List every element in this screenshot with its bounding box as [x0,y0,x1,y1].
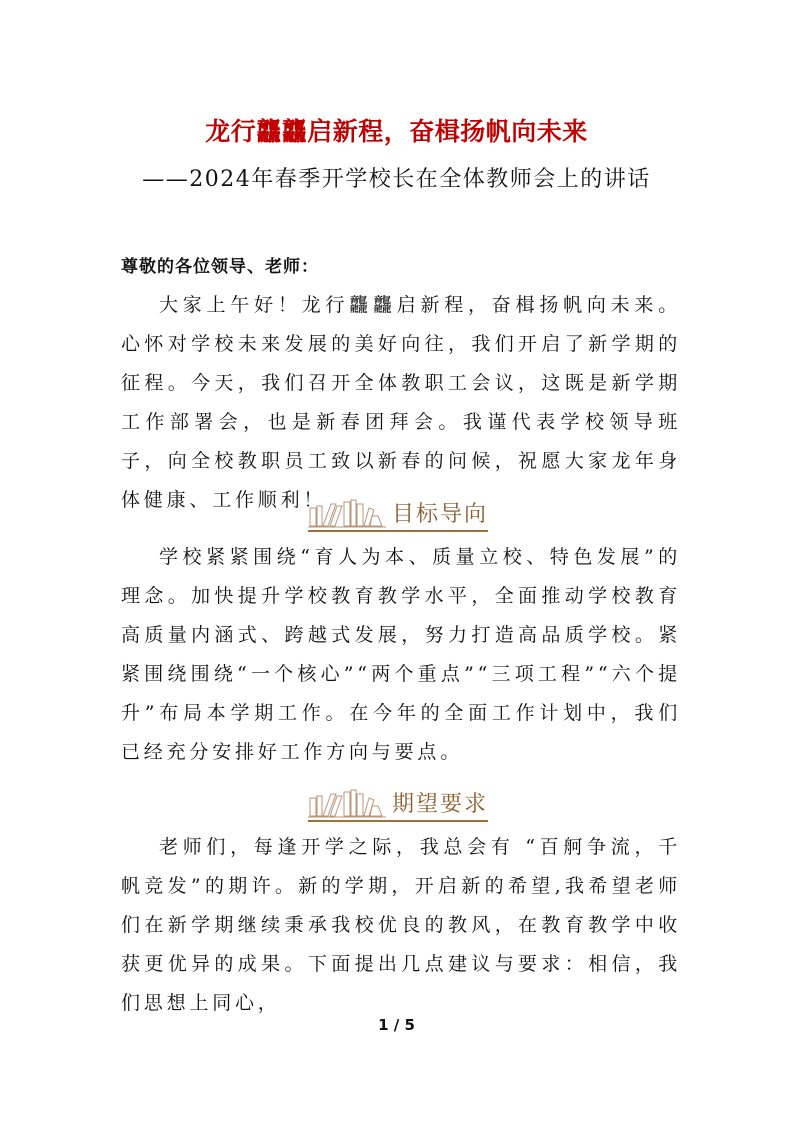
document-subtitle: ——2024年春季开学校长在全体教师会上的讲话 [142,167,651,192]
section-paragraph-goals [121,538,681,772]
section-paragraph-text: 学校紧紧围绕“育人为本、质量立校、特色发展”的理念。加快提升学校教育教学水平，全面推动学校教育高质量内涵式、跨越式发展，努力打造高品质学校。紧紧围绕围绕“一个核心”“两个重点”“三项工程”“六个提升”布局本学期工作。在今年的全面工作计划中，我们已经充分安排好工作方向与要点。 [121,546,681,763]
section-heading-label: 期望要求 [392,792,489,817]
salutation: 尊敬的各位领导、老师： [121,257,319,277]
section-heading-goals [308,492,488,532]
section-paragraph-expectations [121,828,681,1023]
intro-paragraph-text: 大家上午好！龙行龘龘启新程，奋楫扬帆向未来。心怀对学校未来发展的美好向往，我们开启了新学期的征程。今天，我们召开全体教职工会议，这既是新学期工作部署会，也是新春团拜会。我谨代表学校领导班子，向全校教职员工致以新春的问候，祝愿大家龙年身体健康、工作顺利！ [121,294,681,511]
section-heading-label: 目标导向 [392,502,489,527]
page-indicator: 1 / 5 [378,1016,415,1034]
books-icon [308,788,386,818]
books-icon [308,498,386,528]
intro-paragraph [121,286,681,520]
section-paragraph-text: 老师们，每逢开学之际，我总会有 “百舸争流，千帆竞发”的期许。新的学期，开启新的希望,我希望老师们在新学期继续秉承我校优良的教风，在教育教学中收获更优异的成果。下面提出几点建议与要求：相信，我们思想上同心， [121,836,681,1014]
section-heading-expectations [308,782,488,822]
document-title: 龙行龘龘启新程，奋楫扬帆向未来 [205,117,588,146]
